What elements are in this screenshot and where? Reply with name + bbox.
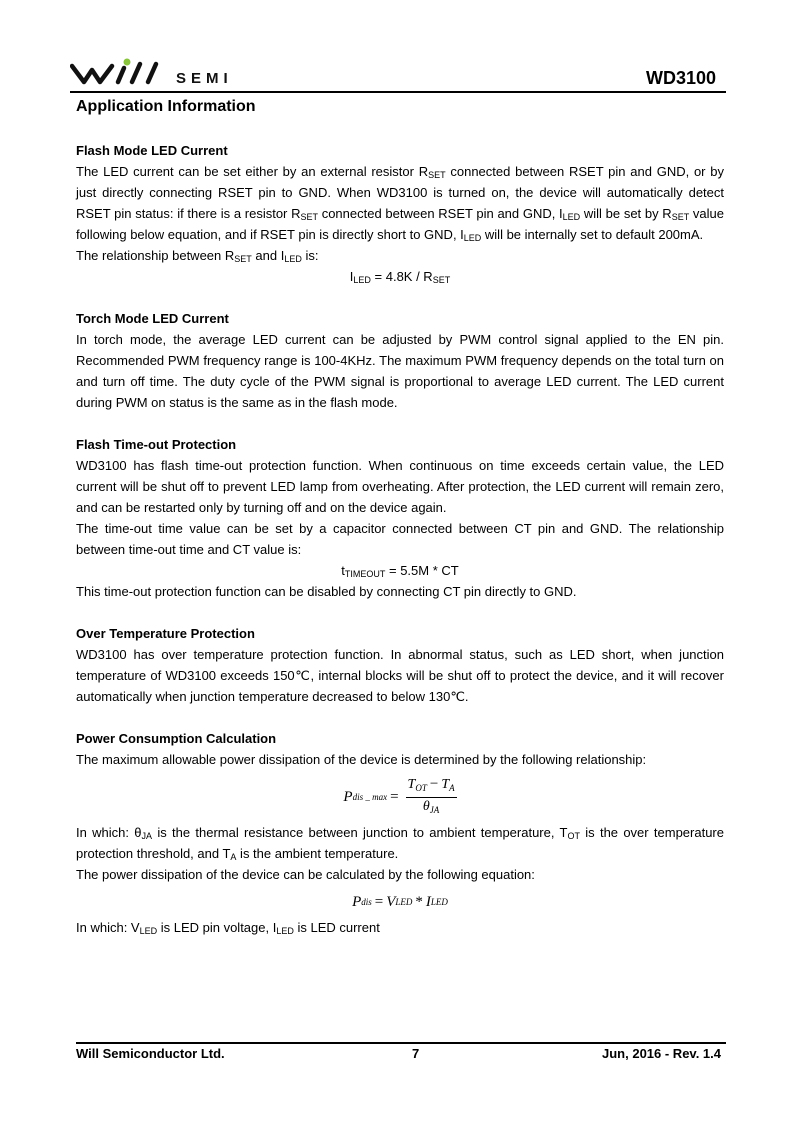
pdis-formula: P dis = V LED * I LED (352, 893, 448, 910)
power-heading: Power Consumption Calculation (76, 731, 277, 746)
torch-mode-heading: Torch Mode LED Current (76, 311, 229, 326)
page-footer (76, 1046, 721, 1064)
power-paragraph-3: The power dissipation of the device can be calculated by the following equation: (76, 867, 535, 882)
timeout-equation: $t_{TIMEOUT} = 5.5M$ * CT (341, 563, 459, 579)
torch-mode-paragraph: In torch mode, the average LED current can be adjusted by PWM control signal applied to the EN pin. Recommended PWM frequency range is 100-4KHz. The maximum PWM frequency depends on the total turn on and turn off time. The duty cycle of the PWM signal is proportional to average LED current. The LED current during PWM on status is the same as in the flash mode. (76, 332, 724, 410)
timeout-paragraph-3: This time-out protection function can be disabled by connecting CT pin directly to GND. (76, 584, 577, 599)
otp-heading: Over Temperature Protection (76, 626, 255, 641)
power-paragraph-4: In which: $V_{LED}$ is LED pin voltage, $I_{LED}$ is LED current (76, 920, 380, 936)
timeout-paragraph-1: WD3100 has flash time-out protection function. When continuous on time exceeds certain value, the LED current will be shut off to prevent LED lamp from overheating. After protection, the LED current will remain zero, and can be restarted only by turning off and on the device again. (76, 458, 724, 515)
footer-company: Will Semiconductor Ltd. (76, 1046, 225, 1061)
timeout-heading: Flash Time-out Protection (76, 437, 237, 452)
page-header (70, 58, 726, 96)
footer-divider (76, 1042, 726, 1044)
flash-mode-heading: Flash Mode LED Current (76, 143, 228, 158)
footer-revision: Jun, 2016 - Rev. 1.4 (602, 1046, 721, 1061)
iled-equation: $I_{LED} = 4.8K / R_{SET}$ (349, 269, 451, 285)
document-id: WD3100 (645, 68, 716, 88)
flash-mode-paragraph: The LED current can be set either by an external resistor $R_{SET}$ connected between RSET pin and GND, or by just directly connecting RSET pin to GND. When WD3100 is turned on, the device will automatically detect RSET pin status: if there is a resistor $R_{SET}$ connected between RSET pin and GND, $I_{LED}$ will be set by $R_{SET}$ value following below equation, and if RSET pin is directly short to GND, $I_{LED}$ will be internally set to default 200mA. (76, 164, 724, 243)
timeout-paragraph-2: The time-out time value can be set by a capacitor connected between CT pin and GND. The relationship between time-out time and CT value is: (76, 521, 724, 557)
power-paragraph-2: In which: $\theta_{JA}$ is the thermal resistance between junction to ambient temperature, $T_{OT}$ is the over temperature protection threshold, and $T_A$ is the ambient temperature. (76, 825, 724, 862)
logo-wordmark: SEMI (176, 70, 233, 87)
flash-mode-relationship: The relationship between $R_{SET}$ and $I_{LED}$ is: (76, 248, 319, 264)
power-paragraph-1: The maximum allowable power dissipation of the device is determined by the following relationship: (76, 752, 647, 767)
otp-paragraph: WD3100 has over temperature protection function. In abnormal status, such as LED short, when junction temperature of WD3100 exceeds 150℃, internal blocks will be shut off to protect the device, and it will recover automatically when junction temperature decreased to below 130℃. (76, 647, 724, 704)
header-divider (70, 91, 726, 93)
page-number: 7 (412, 1046, 420, 1061)
document-body (76, 140, 724, 938)
company-logo (70, 58, 260, 90)
pdis-max-formula: P dis _ max = $\frac{T_{OT} - T_A}{\theta_{JA}}$ (343, 776, 455, 815)
section-title: Application Information (76, 98, 256, 115)
logo-mark-icon (70, 58, 170, 90)
